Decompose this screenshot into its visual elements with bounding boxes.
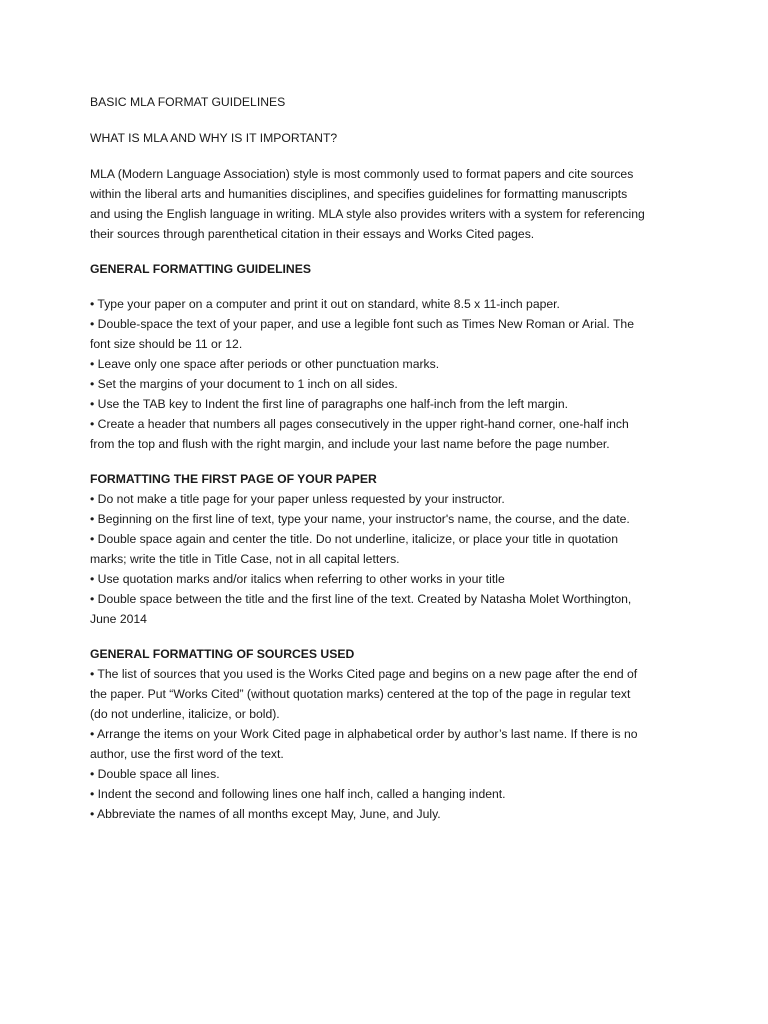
list-item [90,414,690,454]
list-item [90,664,690,724]
list-item [90,589,690,629]
list-item [90,489,690,509]
bullet-line: the paper. Put “Works Cited” (without quotation marks) centered at the top of the page in regular text [90,687,631,701]
list-item [90,294,690,314]
document-title: BASIC MLA FORMAT GUIDELINES [90,95,286,109]
section-heading-general-formatting: GENERAL FORMATTING GUIDELINES [90,262,311,276]
bullet-line: • Set the margins of your document to 1 inch on all sides. [90,377,398,391]
bullet-list-sources-used [90,664,690,824]
list-item [90,354,690,374]
bullet-line: June 2014 [90,612,147,626]
section-heading-first-page: FORMATTING THE FIRST PAGE OF YOUR PAPER [90,472,377,486]
list-item [90,724,690,764]
bullet-line: • Leave only one space after periods or other punctuation marks. [90,357,440,371]
bullet-line: • Indent the second and following lines one half inch, called a hanging indent. [90,787,506,801]
bullet-line: (do not underline, italicize, or bold). [90,707,280,721]
bullet-line: • Do not make a title page for your paper unless requested by your instructor. [90,492,505,506]
list-item [90,374,690,394]
bullet-line: author, use the first word of the text. [90,747,284,761]
bullet-line: from the top and flush with the right margin, and include your last name before the page number. [90,437,610,451]
list-item [90,529,690,569]
bullet-line: • Use quotation marks and/or italics when referring to other works in your title [90,572,505,586]
bullet-line: • Double space again and center the title. Do not underline, italicize, or place your title in quotation [90,532,618,546]
section-heading-sources-used: GENERAL FORMATTING OF SOURCES USED [90,647,355,661]
intro-paragraph [90,164,690,244]
intro-line: MLA (Modern Language Association) style is most commonly used to format papers and cite sources [90,167,634,181]
bullet-line: • Type your paper on a computer and print it out on standard, white 8.5 x 11-inch paper. [90,297,560,311]
list-item [90,804,690,824]
bullet-list-general-formatting [90,294,690,454]
bullet-line: • Use the TAB key to Indent the first line of paragraphs one half-inch from the left margin. [90,397,569,411]
list-item [90,784,690,804]
bullet-line: font size should be 11 or 12. [90,337,243,351]
bullet-line: marks; write the title in Title Case, not in all capital letters. [90,552,400,566]
intro-line: and using the English language in writing. MLA style also provides writers with a system for referencing [90,207,645,221]
bullet-line: • The list of sources that you used is the Works Cited page and begins on a new page after the end of [90,667,638,681]
bullet-line: • Create a header that numbers all pages consecutively in the upper right-hand corner, one-half inch [90,417,629,431]
list-item [90,314,690,354]
intro-line: within the liberal arts and humanities disciplines, and specifies guidelines for formatting manuscripts [90,187,628,201]
list-item [90,569,690,589]
bullet-line: • Double-space the text of your paper, and use a legible font such as Times New Roman or Arial. The [90,317,634,331]
intro-line: their sources through parenthetical citation in their essays and Works Cited pages. [90,227,535,241]
document-page [90,92,690,839]
list-item [90,394,690,414]
question-heading: WHAT IS MLA AND WHY IS IT IMPORTANT? [90,131,338,145]
list-item [90,509,690,529]
bullet-line: • Double space all lines. [90,767,220,781]
bullet-line: • Arrange the items on your Work Cited page in alphabetical order by author’s last name. If there is no [90,727,638,741]
bullet-line: • Abbreviate the names of all months except May, June, and July. [90,807,441,821]
bullet-list-first-page [90,489,690,629]
bullet-line: • Double space between the title and the first line of the text. Created by Natasha Molet Worthington, [90,592,632,606]
list-item [90,764,690,784]
bullet-line: • Beginning on the first line of text, type your name, your instructor's name, the course, and the date. [90,512,630,526]
